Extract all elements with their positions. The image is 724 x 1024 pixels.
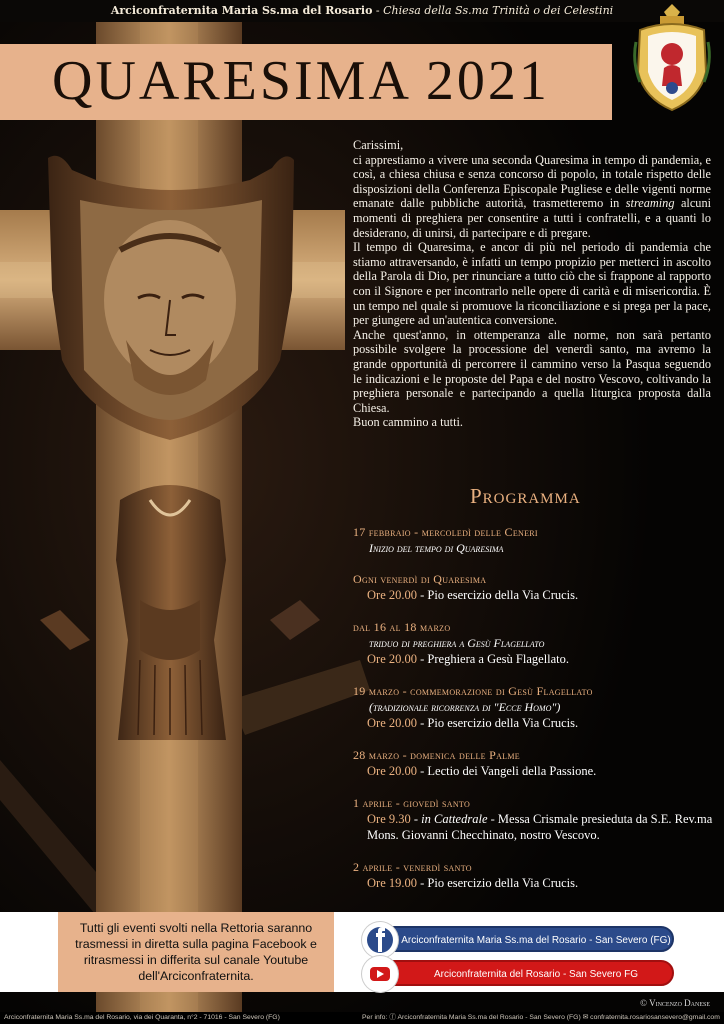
facebook-link[interactable] xyxy=(362,926,674,952)
youtube-label: Arciconfraternita del Rosario - San Severo FG xyxy=(434,969,638,980)
header-strip xyxy=(0,0,724,22)
event-date: Ogni venerdì di Quaresima xyxy=(353,572,487,586)
footer-info: Per info: ⓕ Arciconfraternita Maria Ss.ma del Rosario - San Severo (FG) ✉ confraternita.rosariosansevero@gmail.com xyxy=(362,1014,720,1021)
event-subtitle: Inizio del tempo di Quaresima xyxy=(369,541,504,555)
event-subtitle: (tradizionale ricorrenza di "Ecce Homo") xyxy=(369,700,561,714)
youtube-link[interactable] xyxy=(362,960,674,986)
letter-p1-start: ci apprestiamo a vivere una seconda Quaresima in tempo di pandemia, e così, a chiesa chiusa e senza concorso di popolo, in totale rispetto delle disposizioni della Conferenza Episcopale Pugliese e delle vigenti norme emanate dalle pubbliche autorità, trasmetteremo in xyxy=(353,152,711,211)
event-detail xyxy=(367,763,718,779)
event-subtitle: triduo di preghiera a Gesù Flagellato xyxy=(369,636,545,650)
event-item xyxy=(353,795,718,843)
event-text: - Pio esercizio della Via Crucis. xyxy=(417,588,579,602)
programma-heading: Programma xyxy=(470,484,581,508)
event-item xyxy=(353,619,718,667)
confraternity-crest-icon xyxy=(630,2,714,114)
footer-address: Arciconfraternita Maria Ss.ma del Rosario, via dei Quaranta, n°2 - 71016 - San Severo (FG) xyxy=(4,1014,280,1021)
youtube-icon xyxy=(362,956,398,992)
event-item xyxy=(353,859,718,891)
event-date: 2 aprile - venerdì santo xyxy=(353,860,472,874)
event-text: - Pio esercizio della Via Crucis. xyxy=(417,716,579,730)
facebook-icon xyxy=(362,922,398,958)
event-time: Ore 20.00 xyxy=(367,716,417,730)
event-text: - Lectio dei Vangeli della Passione. xyxy=(417,764,597,778)
event-item xyxy=(353,524,718,556)
letter-p1-emphasis: streaming xyxy=(625,196,675,211)
letter-closing: Buon cammino a tutti. xyxy=(353,415,463,430)
event-date: dal 16 al 18 marzo xyxy=(353,620,451,634)
event-time: Ore 9.30 xyxy=(367,812,411,826)
letter-paragraph-2: Il tempo di Quaresima, e ancor di più nel periodo di pandemia che stiamo attraversando, è infatti un tempo propizio per metterci in ascolto della Parola di Dio, per rinunciare a tutto ciò che si frappone al rapporto con il Signore e per incontrarlo nelle opere di carità e di misericordia. È un tempo nel quale si promuove la riconciliazione e si prega per la pace, per giungere ad un'autentica conversione. xyxy=(353,240,711,328)
broadcast-notice: Tutti gli eventi svolti nella Rettoria saranno trasmessi in diretta sulla pagina Facebook e ritrasmessi in differita sul canale Youtube dell'Arciconfraternita. xyxy=(58,912,334,992)
event-time: Ore 20.00 xyxy=(367,764,417,778)
facebook-label: Arciconfraternita Maria Ss.ma del Rosario - San Severo (FG) xyxy=(401,935,671,946)
event-location: in Cattedrale xyxy=(421,812,488,826)
event-text: - Messa Crismale presieduta da S.E. Rev.ma Mons. Giovanni Checchinato, nostro Vescovo. xyxy=(367,812,713,842)
event-time: Ore 19.00 xyxy=(367,876,417,890)
footer xyxy=(0,1012,724,1024)
photo-credit: © Vincenzo Danese xyxy=(640,998,710,1008)
event-detail xyxy=(367,875,718,891)
event-date: 19 marzo - commemorazione di Gesù Flagellato xyxy=(353,684,593,698)
header-org: Arciconfraternita Maria Ss.ma del Rosario xyxy=(110,4,373,17)
letter-paragraph-3: Anche quest'anno, in ottemperanza alle norme, non sarà pertanto possibile svolgere la processione del venerdì santo, ma avremo la grande opportunità di percorrere il cammino verso la Pasqua seguendo le indicazioni e le proposte del Papa e del nostro Vescovo, coltivando la preghiera personale e partecipando a quella liturgica proposta dalla Chiesa. xyxy=(353,327,711,415)
event-date: 28 marzo - domenica delle Palme xyxy=(353,748,520,762)
page-title: QUARESIMA 2021 xyxy=(52,50,550,112)
event-text: - Pio esercizio della Via Crucis. xyxy=(417,876,579,890)
event-date: 1 aprile - giovedì santo xyxy=(353,796,471,810)
event-text: - Preghiera a Gesù Flagellato. xyxy=(417,652,570,666)
pastoral-letter xyxy=(353,138,711,430)
event-time: Ore 20.00 xyxy=(367,652,417,666)
letter-greeting: Carissimi, xyxy=(353,138,404,152)
header-church: Chiesa della Ss.ma Trinità o dei Celestini xyxy=(383,4,614,17)
event-detail xyxy=(367,587,718,603)
event-item xyxy=(353,571,718,603)
programma-list xyxy=(353,524,718,925)
letter-paragraph-1 xyxy=(353,153,711,241)
event-detail xyxy=(367,651,718,667)
event-item xyxy=(353,683,718,731)
header-separator: - xyxy=(372,4,384,17)
event-detail: Ore 9.30 - in Cattedrale - Messa Crismale presieduta da S.E. Rev.ma Mons. Giovanni Checchinato, nostro Vescovo. xyxy=(367,812,713,842)
event-date: 17 febbraio - mercoledì delle Ceneri xyxy=(353,525,538,539)
letter-p1-end: alcuni momenti di preghiera per consentire a tutti i confratelli, e a quanti lo desiderano, di unirsi, di partecipare e di pregare. xyxy=(353,196,712,240)
event-time: Ore 20.00 xyxy=(367,588,417,602)
event-detail xyxy=(367,715,718,731)
event-item xyxy=(353,747,718,779)
